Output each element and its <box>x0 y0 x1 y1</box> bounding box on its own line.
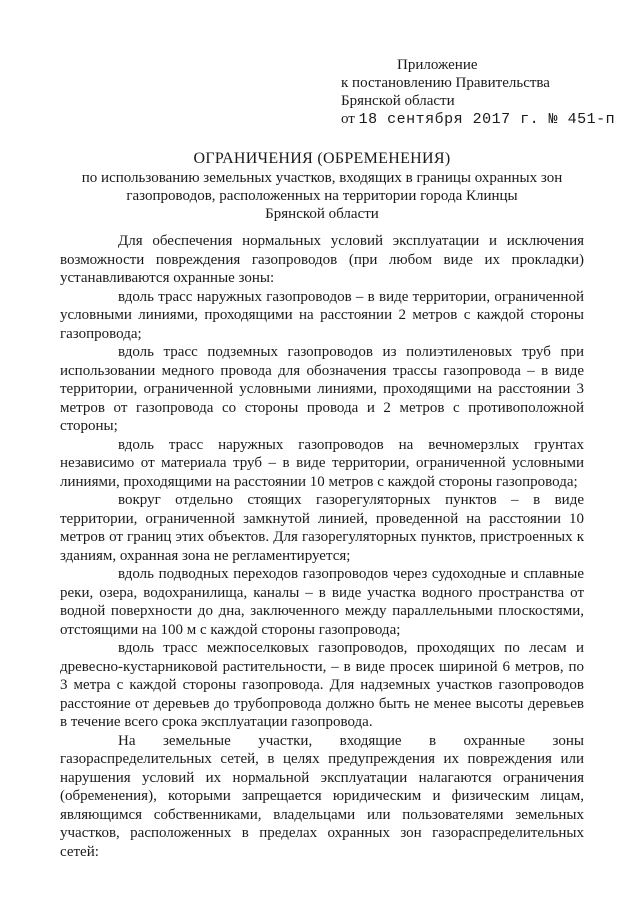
appendix-date-prefix: от <box>341 111 359 127</box>
appendix-date-number: 18 сентября 2017 г. № 451-п <box>358 111 616 128</box>
document-title: ОГРАНИЧЕНИЯ (ОБРЕМЕНЕНИЯ) <box>193 150 451 167</box>
document-heading <box>60 150 584 223</box>
document-body <box>60 232 584 861</box>
paragraph: вдоль трасс наружных газопроводов на вечномерзлых грунтах независимо от материала труб – в виде территории, ограниченной условными линиями, проходящими на расстоянии 10 метров с каждой стороны газопровода; <box>60 436 584 490</box>
appendix-label: Приложение <box>397 57 478 73</box>
appendix-block <box>341 56 626 129</box>
paragraph: вдоль трасс наружных газопроводов – в виде территории, ограниченной условными линиями, проходящими на расстоянии 2 метров с каждой стороны газопровода; <box>60 288 584 342</box>
appendix-region-line: Брянской области <box>341 93 455 109</box>
paragraph: вдоль трасс подземных газопроводов из полиэтиленовых труб при использовании медного провода для обозначения трассы газопровода – в виде территории, ограниченной условными линиями, проходящими на расстоянии 3 метров от газопровода со стороны провода и 2 метров с противоположной стороны; <box>60 344 584 434</box>
paragraph: Для обеспечения нормальных условий эксплуатации и исключения возможности повреждения газопроводов (при любом виде их прокладки) устанавливаются охранные зоны: <box>60 233 584 286</box>
heading-line-3: газопроводов, расположенных на территории города Клинцы <box>126 188 518 204</box>
paragraph: вокруг отдельно стоящих газорегуляторных пунктов – в виде территории, ограниченной замкнутой линией, проведенной на расстоянии 10 метров от границ этих объектов. Для газорегуляторных пунктов, пристроенных к зданиям, охранная зона не регламентируется; <box>60 492 584 564</box>
paragraph: вдоль трасс межпоселковых газопроводов, проходящих по лесам и древесно-кустарниковой растительности, – в виде просек шириной 6 метров, по 3 метра с каждой стороны газопровода. Для надземных участков газопроводов расстояние от деревьев до трубопровода должно быть не менее высоты деревьев в течение всего срока эксплуатации газопровода. <box>60 640 584 730</box>
appendix-date-line <box>341 110 626 129</box>
paragraph: вдоль подводных переходов газопроводов через судоходные и сплавные реки, озера, водохранилища, каналы – в виде участка водного пространства от водной поверхности до дна, заключенного между параллельными плоскостями, отстоящими на 100 м с каждой стороны газопровода; <box>60 566 584 638</box>
heading-line-4: Брянской области <box>265 206 379 222</box>
appendix-resolution-line: к постановлению Правительства <box>341 75 550 91</box>
paragraph: На земельные участки, входящие в охранные зоны газораспределительных сетей, в целях предупреждения их повреждения или нарушения условий их нормальной эксплуатации налагаются ограничения (обременения), которыми запрещается юридическим и физическим лицам, являющимся собственниками, владельцами или пользователями земельных участков, расположенных в пределах охранных зон газораспределительных сетей: <box>60 732 584 860</box>
heading-line-2: по использованию земельных участков, входящих в границы охранных зон <box>81 170 563 186</box>
